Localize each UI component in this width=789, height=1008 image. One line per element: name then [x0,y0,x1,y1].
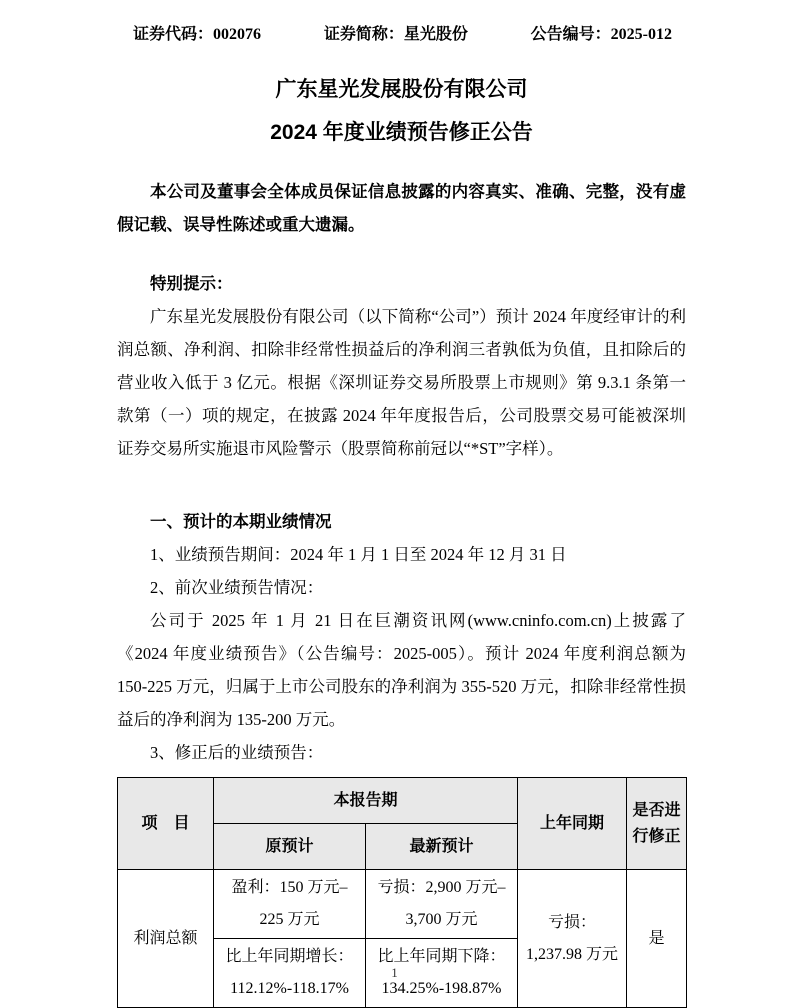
special-notice-heading: 特别提示： [150,274,233,293]
page-number: 1 [391,965,398,980]
revised-forecast-heading: 3、修正后的业绩预告： [150,743,324,762]
original-amount-line-1: 盈利：150 万元– [231,879,348,896]
masthead [117,24,686,46]
prior-year-line-2: 1,237.98 万元 [526,945,619,963]
forecast-period-item: 1、业绩预告期间：2024 年 1 月 1 日至 2024 年 12 月 31 日 [150,545,567,564]
stock-short-name: 证券简称：星光股份 [323,26,468,43]
header-cell-item: 项 目 [118,778,214,870]
previous-forecast-heading: 2、前次业绩预告情况： [150,578,324,597]
cell-latest-amount [366,870,518,939]
original-change-line-2: 112.12%-118.17% [230,980,349,997]
latest-amount-line-2: 3,700 万元 [405,911,478,928]
latest-amount-line-1: 亏损：2,900 万元– [377,879,506,896]
header-cell-original-estimate: 原预计 [214,824,366,870]
header-cell-latest-estimate: 最新预计 [366,824,518,870]
original-amount-line-2: 225 万元 [259,911,320,928]
table-body-row-1 [118,870,687,939]
special-notice-body: 广东星光发展股份有限公司（以下简称“公司”）预计 2024 年度经审计的利润总额、净利润、扣除非经常性损益后的净利润三者孰低为负值，且扣除后的营业收入低于 3 亿元。根据《深圳证券交易所股票上市规则》第 9.3.1 条第一款第（一）项的规定，在披露 2024 年年度报告后，公司股票交易可能被深圳证券交易所实施退市风险警示（股票简称前冠以“*ST”字样）。 [117,307,686,458]
table-header-row-1 [118,778,687,824]
cell-item-label: 利润总额 [118,870,214,1008]
header-cell-prior-year: 上年同期 [518,778,627,870]
latest-change-line-1: 比上年同期下降： [377,948,506,965]
cell-revise-answer: 是 [627,870,687,1008]
section-one-heading: 一、预计的本期业绩情况 [150,512,332,531]
announcement-title: 2024 年度业绩预告修正公告 [270,121,533,144]
original-change-line-1: 比上年同期增长： [225,948,354,965]
announcement-number: 公告编号：2025-012 [530,26,672,43]
header-cell-current-period: 本报告期 [214,778,518,824]
cell-prior-year-value [518,870,627,1008]
header-cell-revise: 是否进行修正 [627,778,687,870]
document-page [117,0,686,1008]
cell-original-amount [214,870,366,939]
stock-code: 证券代码：002076 [133,26,262,43]
previous-forecast-body: 公司于 2025 年 1 月 21 日在巨潮资讯网(www.cninfo.com.cn)上披露了《2024 年度业绩预告》（公告编号：2025-005）。预计 2024 年度利润总额为 150-225 万元，归属于上市公司股东的净利润为 355-520 万元，扣除非经常性损益后的净利润为 135-200 万元。 [117,611,686,729]
company-name-title: 广东星光发展股份有限公司 [275,78,528,101]
latest-change-line-2: 134.25%-198.87% [381,980,502,997]
prior-year-line-1: 亏损： [548,913,597,931]
disclaimer-paragraph: 本公司及董事会全体成员保证信息披露的内容真实、准确、完整，没有虚假记载、误导性陈述或重大遗漏。 [117,182,686,234]
